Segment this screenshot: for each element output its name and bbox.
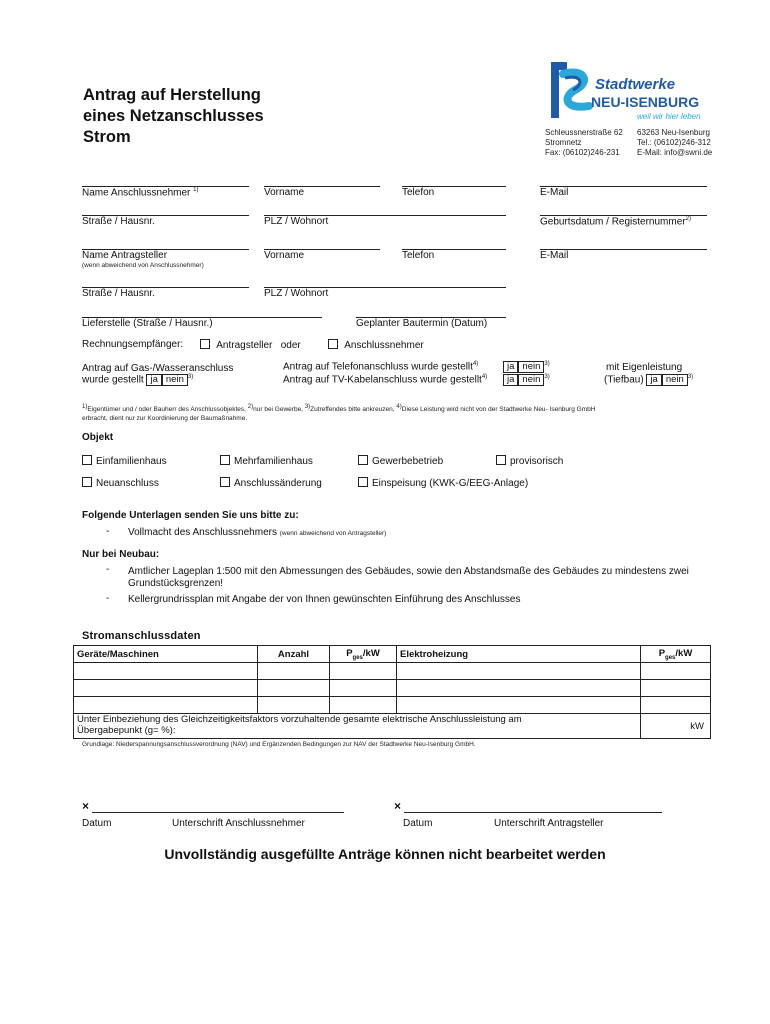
- antrag-telefon[interactable]: Antrag auf Telefonanschluss wurde gestellt$^{4)}$: [283, 361, 479, 373]
- unterlagen-item-lageplan: Amtlicher Lageplan 1:500 mit den Abmessungen des Gebäudes, sowie den Abstandsmaße des Gebäudes zu mindestens zwei Grundstücksgrenzen!: [128, 566, 689, 589]
- stadtwerke-logo: [545, 60, 715, 122]
- label-plz: PLZ / Wohnort: [264, 216, 329, 227]
- logo-slogan: weil wir hier leben: [637, 112, 701, 121]
- logo-city: NEU-ISENBURG: [591, 94, 700, 110]
- label-telefon-2: Telefon: [402, 250, 435, 261]
- rechnung-option-anschlussnehmer[interactable]: Anschlussnehmer: [328, 339, 424, 351]
- table-row[interactable]: [74, 697, 711, 714]
- table-row[interactable]: [74, 663, 711, 680]
- logo-name: Stadtwerke: [595, 76, 676, 93]
- address-right: 63263 Neu-Isenburg Tel.: (06102)246-312 E-Mail: info@swni.de: [637, 128, 713, 157]
- label-strasse: Straße / Hausnr.: [82, 216, 155, 227]
- label-plz-2: PLZ / Wohnort: [264, 288, 329, 299]
- objekt-heading: Objekt: [82, 432, 114, 443]
- strom-heading: Stromanschlussdaten: [82, 630, 201, 642]
- objekt-gewerbebetrieb[interactable]: Gewerbebetrieb: [358, 455, 443, 467]
- eigenleistung-label: mit Eigenleistung: [606, 362, 683, 373]
- label-name-antragsteller: Name Antragsteller: [82, 250, 168, 261]
- label-email: E-Mail: [540, 187, 569, 198]
- objekt-anschlussaenderung[interactable]: Anschlussänderung: [220, 477, 322, 489]
- header-anzahl: Anzahl: [258, 646, 330, 663]
- antrag-gas-choice[interactable]: wurde gestellt ja nein $^{3)}$: [82, 374, 194, 386]
- label-bautermin: Geplanter Bautermin (Datum): [356, 318, 488, 329]
- summary-unit[interactable]: kW: [641, 714, 711, 739]
- signature-x-1: ×: [82, 799, 90, 813]
- label-email-2: E-Mail: [540, 250, 569, 261]
- unterlagen-item-keller: Kellergrundrissplan mit Angabe der von Ihnen gewünschten Einführung des Anschlusses: [128, 594, 521, 605]
- label-name-anschlussnehmer: Name Anschlussnehmer $^{1)}$: [82, 187, 199, 199]
- table-row[interactable]: [74, 680, 711, 697]
- objekt-neuanschluss[interactable]: Neuanschluss: [82, 477, 159, 489]
- signature-x-2: ×: [394, 799, 402, 813]
- footnote: 1)Eigentümer und / oder Bauherr des Anschlussobjektes, 2)nur bei Gewerbe, 3)Zutreffendes bitte ankreuzen, 4)Diese Leistung wird nicht von der Stadtwerke Neu- Isenburg GmbH erbracht, dient nur zur Koordinierung der Baumaßnahme.: [82, 404, 596, 423]
- label-strasse-2: Straße / Hausnr.: [82, 288, 155, 299]
- antrag-telefon-jn[interactable]: ja nein $^{3)}$: [503, 361, 550, 373]
- neubau-heading: Nur bei Neubau:: [82, 549, 160, 560]
- unterlagen-dash-1: -: [106, 526, 110, 537]
- header-pges-2: $P_{ges}/kW$: [641, 646, 711, 663]
- header-elektroheizung: Elektroheizung: [397, 646, 641, 663]
- page-title: Antrag auf Herstellung eines Netzanschlusses Strom: [83, 86, 264, 146]
- address-left: Schleussnerstraße 62 Stromnetz Fax: (06102)246-231: [545, 128, 623, 157]
- label-note-abweichend: (wenn abweichend von Anschlussnehmer): [82, 262, 204, 269]
- unterlagen-dash-2: -: [106, 564, 110, 575]
- label-vorname: Vorname: [264, 187, 305, 198]
- label-unterschrift-anschlussnehmer: Unterschrift Anschlussnehmer: [172, 818, 305, 829]
- eigenleistung-choice[interactable]: (Tiefbau) ja nein $^{3)}$: [604, 374, 694, 386]
- unterlagen-heading: Folgende Unterlagen senden Sie uns bitte zu:: [82, 510, 299, 521]
- grundlage: Grundlage: Niederspannungsanschlussverordnung (NAV) und Ergänzenden Bedingungen zur NAV der Stadtwerke Neu-Isenburg GmbH.: [82, 741, 476, 748]
- label-lieferstelle: Lieferstelle (Straße / Hausnr.): [82, 318, 213, 329]
- label-vorname-2: Vorname: [264, 250, 305, 261]
- header-pges-1: $P_{ges}/kW$: [330, 646, 397, 663]
- objekt-provisorisch[interactable]: provisorisch: [496, 455, 563, 467]
- objekt-einfamilienhaus[interactable]: Einfamilienhaus: [82, 455, 167, 467]
- strom-table: [73, 645, 711, 739]
- unterlagen-item-vollmacht: Vollmacht des Anschlussnehmers (wenn abweichend von Antragsteller): [128, 527, 387, 538]
- objekt-einspeisung[interactable]: Einspeisung (KWK-G/EEG-Anlage): [358, 477, 528, 489]
- antrag-gas-label: Antrag auf Gas-/Wasseranschluss: [82, 363, 234, 374]
- label-unterschrift-antragsteller: Unterschrift Antragsteller: [494, 818, 604, 829]
- rechnung-label: Rechnungsempfänger:: [82, 339, 184, 350]
- header-geraete: Geräte/Maschinen: [74, 646, 258, 663]
- label-datum-2: Datum: [403, 818, 433, 829]
- rechnung-option-antragsteller[interactable]: Antragsteller oder: [200, 339, 301, 351]
- label-datum-1: Datum: [82, 818, 112, 829]
- label-geburtsdatum: Geburtsdatum / Registernummer$^{2)}$: [540, 216, 691, 228]
- objekt-mehrfamilienhaus[interactable]: Mehrfamilienhaus: [220, 455, 313, 467]
- unterlagen-dash-3: -: [106, 593, 110, 604]
- antrag-tv-jn[interactable]: ja nein $^{3)}$: [503, 374, 550, 386]
- antrag-tv[interactable]: Antrag auf TV-Kabelanschluss wurde gestellt$^{4)}$: [283, 374, 488, 386]
- label-telefon: Telefon: [402, 187, 435, 198]
- summary-label: Unter Einbeziehung des Gleichzeitigkeitsfaktors vorzuhaltende gesamte elektrische Anschlussleistung am Übergabepunkt (g= %):: [74, 714, 641, 739]
- final-notice: Unvollständig ausgefüllte Anträge können nicht bearbeitet werden: [164, 846, 606, 862]
